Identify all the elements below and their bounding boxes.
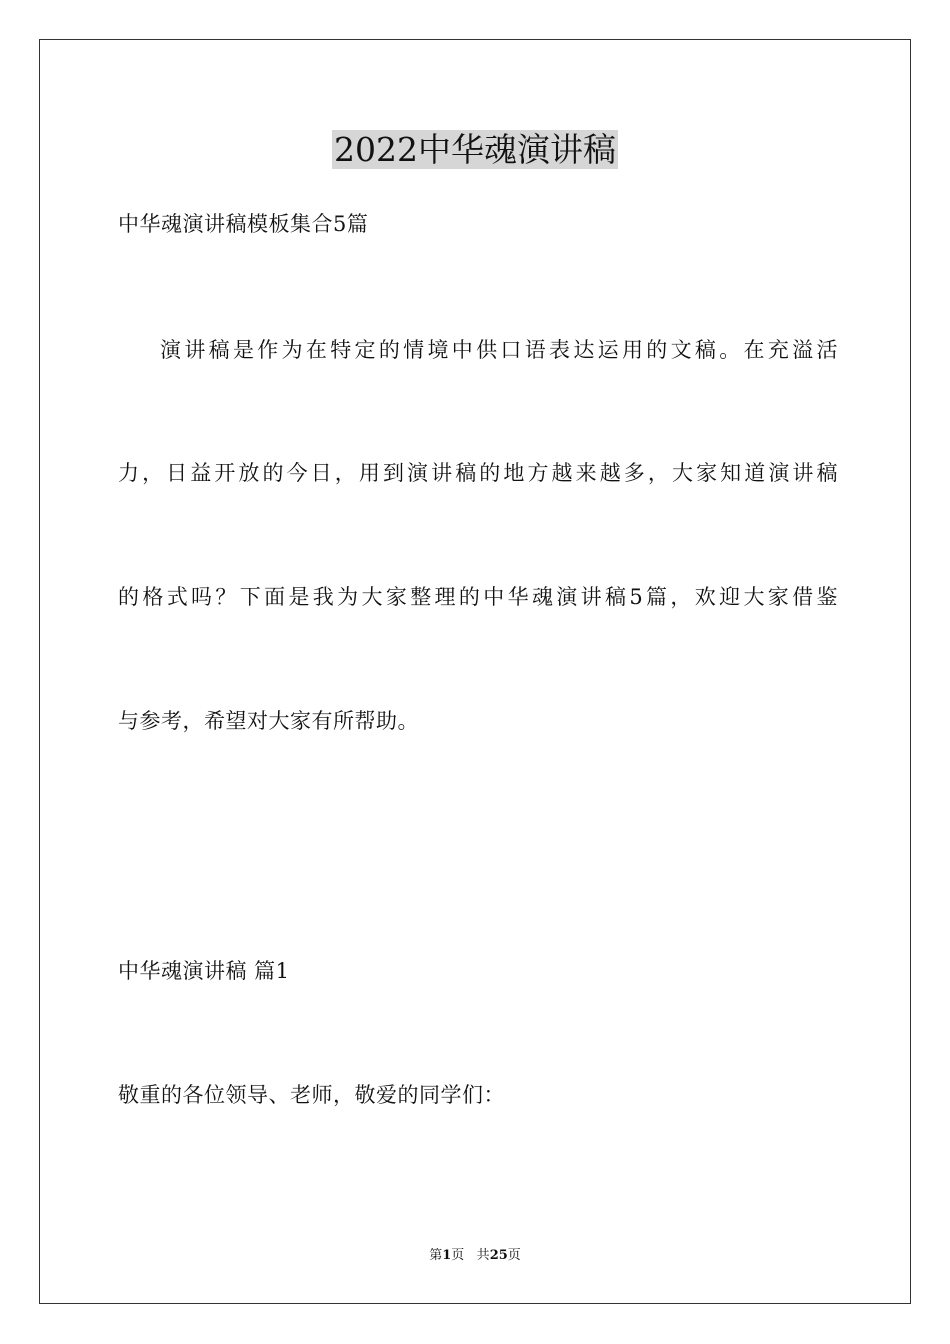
section-heading: 中华魂演讲稿 篇1	[118, 959, 290, 983]
page-prefix: 第	[429, 1248, 443, 1263]
salutation: 敬重的各位领导、老师，敬爱的同学们：	[118, 1083, 505, 1107]
total-pages: 25	[489, 1248, 508, 1263]
document-title	[0, 126, 950, 174]
page-number: 1	[442, 1248, 452, 1263]
intro-paragraph-line: 演讲稿是作为在特定的情境中供口语表达运用的文稿。在充溢活	[160, 338, 838, 362]
intro-paragraph-line: 力，日益开放的今日，用到演讲稿的地方越来越多，大家知道演讲稿	[118, 461, 838, 485]
total-prefix: 共	[476, 1248, 490, 1263]
document-title-text: 2022中华魂演讲稿	[334, 130, 616, 169]
document-subtitle: 中华魂演讲稿模板集合5篇	[118, 212, 369, 236]
intro-paragraph-line: 的格式吗？下面是我为大家整理的中华魂演讲稿5篇，欢迎大家借鉴	[118, 585, 838, 609]
intro-paragraph-line: 与参考，希望对大家有所帮助。	[118, 709, 419, 733]
page-suffix: 页	[451, 1248, 465, 1263]
total-suffix: 页	[507, 1248, 521, 1263]
page-footer	[0, 1246, 950, 1266]
